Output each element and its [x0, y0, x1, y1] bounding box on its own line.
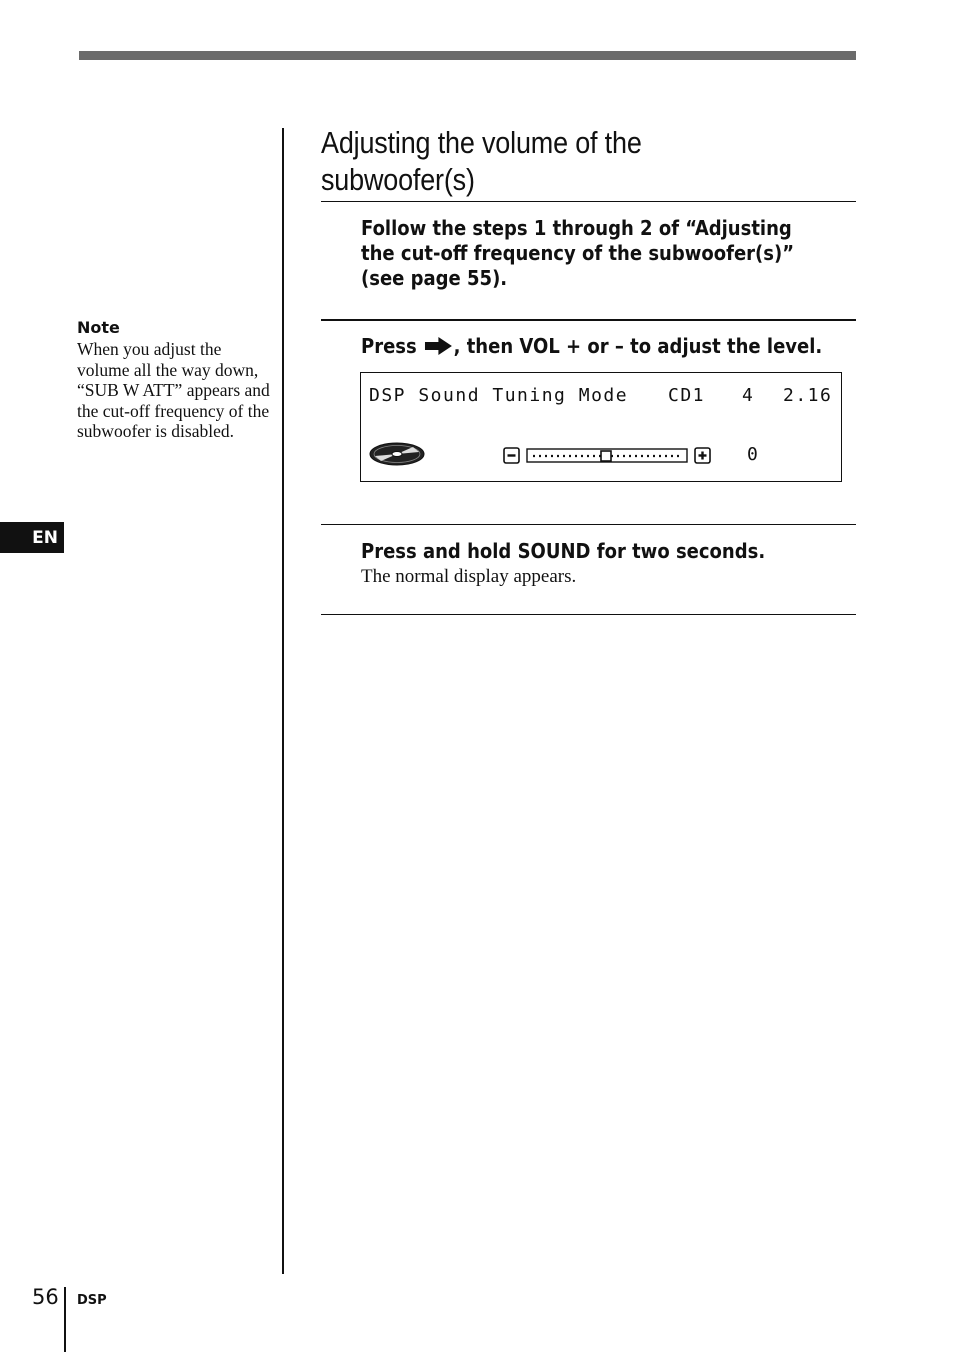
page-title-line-1: Adjusting the volume of the: [321, 125, 642, 160]
display-track: 4: [742, 385, 755, 406]
top-bar: [79, 51, 856, 60]
step-2-instruction: [361, 334, 822, 359]
page-title: [321, 124, 791, 198]
step-1-line-3: (see page 55).: [361, 266, 508, 290]
footer-divider: [64, 1287, 66, 1352]
disc-icon: [369, 441, 427, 467]
display-source: CD1: [668, 385, 706, 406]
column-divider: [282, 128, 284, 1274]
step-1-instruction: [361, 216, 794, 291]
step-1-line-1: Follow the steps 1 through 2 of “Adjusting: [361, 216, 792, 240]
display-level-value: 0: [747, 444, 760, 465]
page-title-line-2: subwoofer(s): [321, 162, 475, 197]
minus-icon: [504, 448, 519, 463]
step-3-result: The normal display appears.: [361, 566, 577, 587]
display-illustration: [360, 372, 842, 482]
note-text: When you adjust the volume all the way down, “SUB W ATT” appears and the cut-off frequency of the subwoofer is disabled.: [77, 339, 270, 442]
rule-step-2: [321, 319, 856, 321]
note-label: Note: [77, 318, 120, 337]
display-time: 2.16: [783, 385, 833, 406]
level-indicator: [601, 451, 611, 461]
step-1-line-2: the cut-off frequency of the subwoofer(s)”: [361, 241, 795, 265]
rule-bottom: [321, 614, 856, 615]
section-label: DSP: [77, 1293, 107, 1308]
language-tab: EN: [0, 522, 64, 553]
step-2-prefix: Press: [361, 334, 417, 358]
step-3-instruction: Press and hold SOUND for two seconds.: [361, 539, 766, 563]
display-mode-text: DSP Sound Tuning Mode: [369, 385, 629, 406]
page-number: 56: [32, 1285, 59, 1309]
rule-step-3: [321, 524, 856, 525]
right-arrow-icon: [425, 337, 452, 355]
rule-below-title: [321, 201, 856, 202]
step-2-suffix: , then VOL + or – to adjust the level.: [453, 334, 823, 358]
level-bar: [503, 446, 713, 466]
plus-icon: [695, 448, 710, 463]
